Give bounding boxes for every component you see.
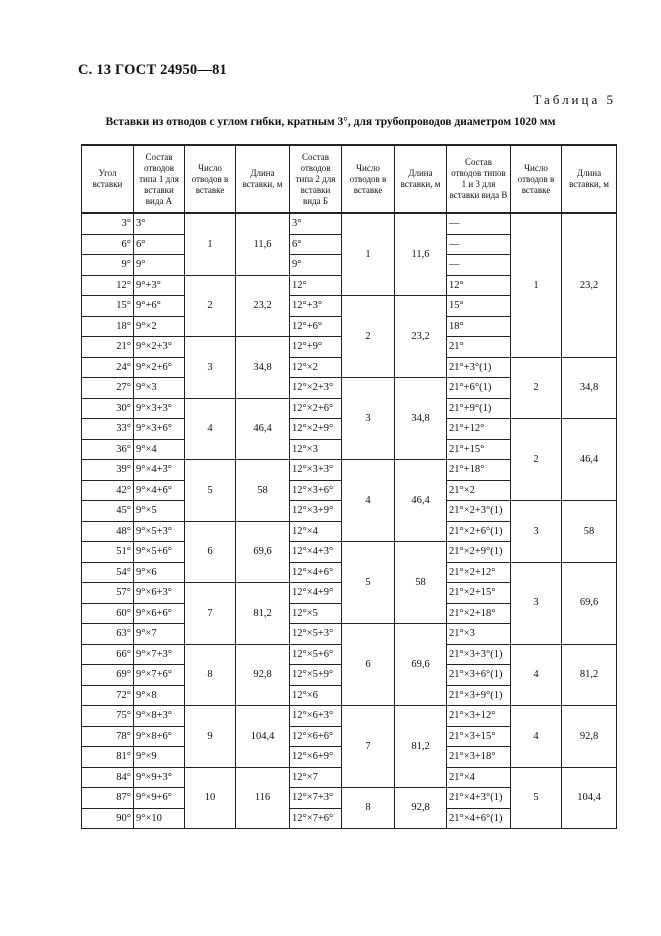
compV-cell: 21°+15° (447, 439, 511, 460)
compV-cell: 21°×2+3°(1) (447, 501, 511, 522)
compV-cell: — (447, 234, 511, 255)
compV-cell: 21°×2 (447, 480, 511, 501)
countA-cell: 3 (185, 337, 236, 399)
compV-cell: 21°×2+12° (447, 562, 511, 583)
countV-cell: 5 (511, 767, 562, 829)
compV-cell: — (447, 213, 511, 234)
angle-cell: 57° (82, 583, 134, 604)
countA-cell: 7 (185, 583, 236, 645)
col-countB: Число отводов в вставке (342, 145, 395, 213)
compA-cell: 9°×7 (134, 624, 185, 645)
countV-cell: 4 (511, 644, 562, 706)
compA-cell: 9°×8+3° (134, 706, 185, 727)
compA-cell: 9°×2 (134, 316, 185, 337)
countA-cell: 2 (185, 275, 236, 337)
compB-cell: 12°×6 (290, 685, 342, 706)
compB-cell: 12°×2+9° (290, 419, 342, 440)
angle-cell: 54° (82, 562, 134, 583)
countA-cell: 10 (185, 767, 236, 829)
angle-cell: 33° (82, 419, 134, 440)
compB-cell: 12°×5 (290, 603, 342, 624)
compV-cell: 21°×3+9°(1) (447, 685, 511, 706)
col-lenB: Длина вставки, м (395, 145, 447, 213)
compB-cell: 12°×5+3° (290, 624, 342, 645)
compV-cell: 21° (447, 337, 511, 358)
countA-cell: 1 (185, 213, 236, 275)
angle-cell: 45° (82, 501, 134, 522)
col-angle: Угол вставки (82, 145, 134, 213)
countB-cell: 7 (342, 706, 395, 788)
lenA-cell: 116 (236, 767, 290, 829)
countV-cell: 3 (511, 501, 562, 563)
header-row (82, 145, 617, 213)
compB-cell: 12°×6+6° (290, 726, 342, 747)
angle-cell: 69° (82, 665, 134, 686)
compB-cell: 12°×2+3° (290, 378, 342, 399)
lenV-cell: 46,4 (562, 419, 617, 501)
compA-cell: 9°×7+6° (134, 665, 185, 686)
countB-cell: 2 (342, 296, 395, 378)
lenV-cell: 81,2 (562, 644, 617, 706)
lenA-cell: 69,6 (236, 521, 290, 583)
col-compV: Состав отводов типов 1 и 3 для вставки вида В (447, 145, 511, 213)
angle-cell: 21° (82, 337, 134, 358)
col-lenV: Длина вставки, м (562, 145, 617, 213)
countV-cell: 3 (511, 562, 562, 644)
lenA-cell: 46,4 (236, 398, 290, 460)
compB-cell: 6° (290, 234, 342, 255)
compB-cell: 12°×3 (290, 439, 342, 460)
compV-cell: 21°×2+9°(1) (447, 542, 511, 563)
angle-cell: 24° (82, 357, 134, 378)
countA-cell: 5 (185, 460, 236, 522)
compB-cell: 12°×7+3° (290, 788, 342, 809)
col-lenA: Длина вставки, м (236, 145, 290, 213)
lenV-cell: 69,6 (562, 562, 617, 644)
compV-cell: 21°×3+12° (447, 706, 511, 727)
table-row (82, 706, 617, 727)
page-header: С. 13 ГОСТ 24950—81 (78, 62, 227, 78)
compA-cell: 9°×4+3° (134, 460, 185, 481)
angle-cell: 63° (82, 624, 134, 645)
compA-cell: 9°×10 (134, 808, 185, 829)
compB-cell: 12°×4+6° (290, 562, 342, 583)
compA-cell: 9°×3+3° (134, 398, 185, 419)
compB-cell: 12°×7 (290, 767, 342, 788)
compB-cell: 12°×4+3° (290, 542, 342, 563)
compA-cell: 9°×5+6° (134, 542, 185, 563)
compB-cell: 12°+6° (290, 316, 342, 337)
lenB-cell: 46,4 (395, 460, 447, 542)
angle-cell: 51° (82, 542, 134, 563)
compB-cell: 12°×2 (290, 357, 342, 378)
compA-cell: 9°×9+6° (134, 788, 185, 809)
compV-cell: 21°×2+15° (447, 583, 511, 604)
col-countA: Число отводов в вставке (185, 145, 236, 213)
compA-cell: 9°×3 (134, 378, 185, 399)
compA-cell: 9°×2+3° (134, 337, 185, 358)
compV-cell: 21°×4+3°(1) (447, 788, 511, 809)
angle-cell: 75° (82, 706, 134, 727)
table-label: Таблица 5 (533, 92, 616, 107)
angle-cell: 78° (82, 726, 134, 747)
compA-cell: 9°×9+3° (134, 767, 185, 788)
compV-cell: 21°+6°(1) (447, 378, 511, 399)
compV-cell: 21°×2+6°(1) (447, 521, 511, 542)
angle-cell: 6° (82, 234, 134, 255)
compB-cell: 12°×2+6° (290, 398, 342, 419)
compB-cell: 12°×3+9° (290, 501, 342, 522)
angle-cell: 30° (82, 398, 134, 419)
compV-cell: 21°×4+6°(1) (447, 808, 511, 829)
compB-cell: 12°×4 (290, 521, 342, 542)
col-compB: Состав отводов типа 2 для вставки вида Б (290, 145, 342, 213)
countV-cell: 2 (511, 357, 562, 419)
countA-cell: 9 (185, 706, 236, 768)
compA-cell: 9°×9 (134, 747, 185, 768)
compV-cell: 18° (447, 316, 511, 337)
lenB-cell: 23,2 (395, 296, 447, 378)
compA-cell: 9°×6+6° (134, 603, 185, 624)
angle-cell: 87° (82, 788, 134, 809)
lenV-cell: 92,8 (562, 706, 617, 768)
compA-cell: 9°×4+6° (134, 480, 185, 501)
compB-cell: 12°×6+9° (290, 747, 342, 768)
compA-cell: 3° (134, 213, 185, 234)
compB-cell: 12°×3+6° (290, 480, 342, 501)
lenA-cell: 104,4 (236, 706, 290, 768)
lenB-cell: 69,6 (395, 624, 447, 706)
compA-cell: 9°×5+3° (134, 521, 185, 542)
compA-cell: 9°×7+3° (134, 644, 185, 665)
compA-cell: 9°×5 (134, 501, 185, 522)
countB-cell: 8 (342, 788, 395, 829)
compB-cell: 12° (290, 275, 342, 296)
lenV-cell: 104,4 (562, 767, 617, 829)
compA-cell: 9°×8 (134, 685, 185, 706)
compV-cell: 21°×3+3°(1) (447, 644, 511, 665)
angle-cell: 12° (82, 275, 134, 296)
compB-cell: 12°×4+9° (290, 583, 342, 604)
compV-cell: 21°×3 (447, 624, 511, 645)
compB-cell: 12°×3+3° (290, 460, 342, 481)
compB-cell: 12°×5+6° (290, 644, 342, 665)
countB-cell: 6 (342, 624, 395, 706)
countB-cell: 1 (342, 213, 395, 296)
angle-cell: 60° (82, 603, 134, 624)
lenB-cell: 92,8 (395, 788, 447, 829)
lenB-cell: 58 (395, 542, 447, 624)
compA-cell: 9°×8+6° (134, 726, 185, 747)
angle-cell: 48° (82, 521, 134, 542)
compV-cell: 21°+9°(1) (447, 398, 511, 419)
compA-cell: 9° (134, 255, 185, 276)
compA-cell: 9°×6 (134, 562, 185, 583)
countA-cell: 4 (185, 398, 236, 460)
countV-cell: 1 (511, 213, 562, 357)
compA-cell: 9°×6+3° (134, 583, 185, 604)
table-title: Вставки из отводов с углом гибки, кратным 3°, для трубопроводов диаметром 1020 мм (105, 116, 556, 128)
angle-cell: 84° (82, 767, 134, 788)
compV-cell: 21°×2+18° (447, 603, 511, 624)
countB-cell: 3 (342, 378, 395, 460)
compB-cell: 12°+9° (290, 337, 342, 358)
compV-cell: 21°+12° (447, 419, 511, 440)
compB-cell: 12°×5+9° (290, 665, 342, 686)
angle-cell: 42° (82, 480, 134, 501)
compA-cell: 9°+6° (134, 296, 185, 317)
compV-cell: 21°×4 (447, 767, 511, 788)
lenA-cell: 81,2 (236, 583, 290, 645)
angle-cell: 72° (82, 685, 134, 706)
angle-cell: 66° (82, 644, 134, 665)
lenV-cell: 23,2 (562, 213, 617, 357)
compV-cell: 21°×3+18° (447, 747, 511, 768)
lenA-cell: 11,6 (236, 213, 290, 275)
countB-cell: 5 (342, 542, 395, 624)
col-countV: Число отводов в вставке (511, 145, 562, 213)
angle-cell: 9° (82, 255, 134, 276)
lenA-cell: 34,8 (236, 337, 290, 399)
compV-cell: 21°×3+15° (447, 726, 511, 747)
angle-cell: 18° (82, 316, 134, 337)
lenA-cell: 58 (236, 460, 290, 522)
lenB-cell: 34,8 (395, 378, 447, 460)
compV-cell: 15° (447, 296, 511, 317)
angle-cell: 81° (82, 747, 134, 768)
compB-cell: 9° (290, 255, 342, 276)
compA-cell: 9°×4 (134, 439, 185, 460)
angle-cell: 27° (82, 378, 134, 399)
compB-cell: 12°+3° (290, 296, 342, 317)
compA-cell: 9°×3+6° (134, 419, 185, 440)
compA-cell: 6° (134, 234, 185, 255)
compB-cell: 12°×7+6° (290, 808, 342, 829)
compB-cell: 3° (290, 213, 342, 234)
countA-cell: 6 (185, 521, 236, 583)
lenV-cell: 58 (562, 501, 617, 563)
angle-cell: 36° (82, 439, 134, 460)
compA-cell: 9°+3° (134, 275, 185, 296)
angle-cell: 90° (82, 808, 134, 829)
lenB-cell: 81,2 (395, 706, 447, 788)
countV-cell: 4 (511, 706, 562, 768)
countA-cell: 8 (185, 644, 236, 706)
compB-cell: 12°×6+3° (290, 706, 342, 727)
table-row (82, 213, 617, 234)
compV-cell: 12° (447, 275, 511, 296)
inserts-table (81, 144, 617, 829)
col-compA: Состав отводов типа 1 для вставки вида А (134, 145, 185, 213)
lenA-cell: 92,8 (236, 644, 290, 706)
compV-cell: 21°×3+6°(1) (447, 665, 511, 686)
angle-cell: 39° (82, 460, 134, 481)
compV-cell: — (447, 255, 511, 276)
angle-cell: 15° (82, 296, 134, 317)
countB-cell: 4 (342, 460, 395, 542)
countV-cell: 2 (511, 419, 562, 501)
compA-cell: 9°×2+6° (134, 357, 185, 378)
angle-cell: 3° (82, 213, 134, 234)
lenB-cell: 11,6 (395, 213, 447, 296)
lenV-cell: 34,8 (562, 357, 617, 419)
lenA-cell: 23,2 (236, 275, 290, 337)
compV-cell: 21°+18° (447, 460, 511, 481)
compV-cell: 21°+3°(1) (447, 357, 511, 378)
